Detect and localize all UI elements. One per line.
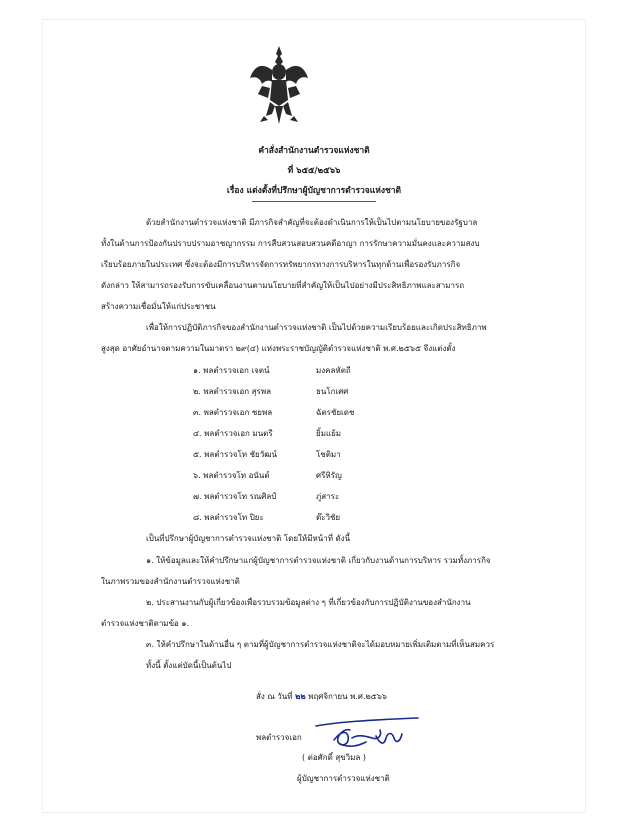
duty2-line-2: ตำรวจแห่งชาติตามข้อ ๑. [101, 619, 190, 628]
order-number [0, 163, 628, 177]
header-divider [252, 201, 376, 202]
document-title: คำสั่งสำนักงานตำรวจแห่งชาติ [258, 146, 370, 156]
appointee-surname: ธนโกเศศ [316, 387, 349, 396]
appointee-number: ๖. [193, 471, 201, 480]
list-item [193, 471, 270, 481]
appointee-number: ๕. [193, 450, 202, 459]
appointee-number: ๒. [193, 387, 201, 396]
list-item [193, 387, 271, 397]
duty1-line-1: ๑. ให้ข้อมูลและให้คำปรึกษาแก่ผู้บัญชาการตำรวจแห่งชาติ เกี่ยวกับงานด้านการบริหาร รวมทั้งภารกิจ [146, 556, 491, 565]
appointee-number: ๗. [193, 492, 202, 501]
list-item [193, 366, 270, 376]
appointee-surname: ยิ้มแย้ม [316, 429, 342, 438]
appointee-surname: ต๊ะวิชัย [316, 513, 341, 522]
order-number-text: ที่ ๖๕๕/๒๕๖๖ [287, 166, 341, 176]
duty1-line-2: ในภาพรวมของสำนักงานตำรวจแห่งชาติ [101, 577, 240, 586]
duty-intro: เป็นที่ปรึกษาผู้บัญชาการตำรวจแห่งชาติ โดยให้มีหน้าที่ ดังนี้ [146, 534, 351, 543]
appointee-number: ๓. [193, 408, 202, 417]
order-day: ๒๒ [295, 692, 306, 701]
appointee-rank-name: พลตำรวจเอก มนตรี [204, 429, 273, 438]
appointee-surname: ศรีหิรัญ [316, 471, 342, 480]
list-item [193, 492, 276, 502]
appointee-number: ๑. [193, 366, 201, 375]
list-item [193, 450, 277, 460]
handwritten-signature [310, 708, 422, 754]
order-date-prefix: สั่ง ณ วันที่ [256, 692, 293, 701]
list-item [193, 408, 272, 418]
duty3-line: ๓. ให้คำปรึกษาในด้านอื่น ๆ ตามที่ผู้บัญชาการตำรวจแห่งชาติจะได้มอบหมายเพิ่มเติมตามที่เห็นสมควร [146, 640, 495, 649]
effective-clause: ทั้งนี้ ตั้งแต่บัดนี้เป็นต้นไป [146, 661, 232, 670]
appointee-rank-name: พลตำรวจเอก ชยพล [203, 408, 273, 417]
appointee-rank-name: พลตำรวจโท ชัยวัฒน์ [204, 450, 277, 459]
order-date [256, 692, 387, 702]
para1-line-5: สร้างความเชื่อมั่นให้แก่ประชาชน [101, 302, 216, 311]
appointee-rank-name: พลตำรวจโท ปิยะ [204, 513, 264, 522]
signer-rank: พลตำรวจเอก [256, 733, 302, 742]
signer-position: ผู้บัญชาการตำรวจแห่งชาติ [297, 774, 390, 783]
appointee-surname: โชติมา [316, 450, 341, 459]
list-item [193, 429, 273, 439]
appointee-surname: ฉัตรชัยเดช [316, 408, 355, 417]
appointee-rank-name: พลตำรวจเอก เจตน์ [203, 366, 270, 375]
appointee-rank-name: พลตำรวจโท รณศิลป์ [204, 492, 277, 501]
appointee-surname: ภู่สาระ [316, 492, 340, 501]
document-subject: เรื่อง แต่งตั้งที่ปรึกษาผู้บัญชาการตำรวจแห่งชาติ [226, 186, 402, 196]
para2-line-1: เพื่อให้การปฏิบัติภารกิจของสำนักงานตำรวจแห่งชาติ เป็นไปด้วยความเรียบร้อยและเกิดประสิทธิภาพ [146, 323, 487, 332]
signer-name: ( ต่อศักดิ์ สุขวิมล ) [302, 753, 367, 762]
appointee-number: ๘. [193, 513, 202, 522]
para1-line-2: ทั้งในด้านการป้องกันปราบปรามอาชญากรรม การสืบสวนสอบสวนคดีอาญา การรักษาความมั่นคงและความสงบ [101, 239, 480, 248]
appointee-rank-name: พลตำรวจโท อนันต์ [203, 471, 270, 480]
para1-line-3: เรียบร้อยภายในประเทศ ซึ่งจะต้องมีการบริหารจัดการทรัพยากรทางการบริหารในทุกด้านเพื่อรองรับภารกิจ [101, 260, 461, 269]
list-item [193, 513, 264, 523]
appointee-rank-name: พลตำรวจเอก สุรพล [203, 387, 271, 396]
order-date-suffix: พฤศจิกายน พ.ศ.๒๕๖๖ [308, 692, 388, 701]
duty2-line-1: ๒. ประสานงานกับผู้เกี่ยวข้องเพื่อรวบรวมข้อมูลต่าง ๆ ที่เกี่ยวข้องกับการปฏิบัติงานของสำนักงาน [146, 598, 471, 607]
para1-line-4: ดังกล่าว ให้สามารถรองรับการขับเคลื่อนงานตามนโยบายที่สำคัญให้เป็นไปอย่างมีประสิทธิภาพและสามารถ [101, 281, 465, 290]
para1-line-1: ด้วยสำนักงานตำรวจแห่งชาติ มีภารกิจสำคัญที่จะต้องดำเนินการให้เป็นไปตามนโยบายของรัฐบาล [146, 218, 478, 227]
para2-line-2: สูงสุด อาศัยอำนาจตามความในมาตรา ๒๙(๔) แห่งพระราชบัญญัติตำรวจแห่งชาติ พ.ศ.๒๕๖๕ จึงแต่งตั้ง [101, 344, 456, 353]
garuda-emblem [248, 44, 310, 130]
appointee-surname: มงคลหัตถี [316, 366, 351, 375]
appointee-number: ๔. [193, 429, 202, 438]
